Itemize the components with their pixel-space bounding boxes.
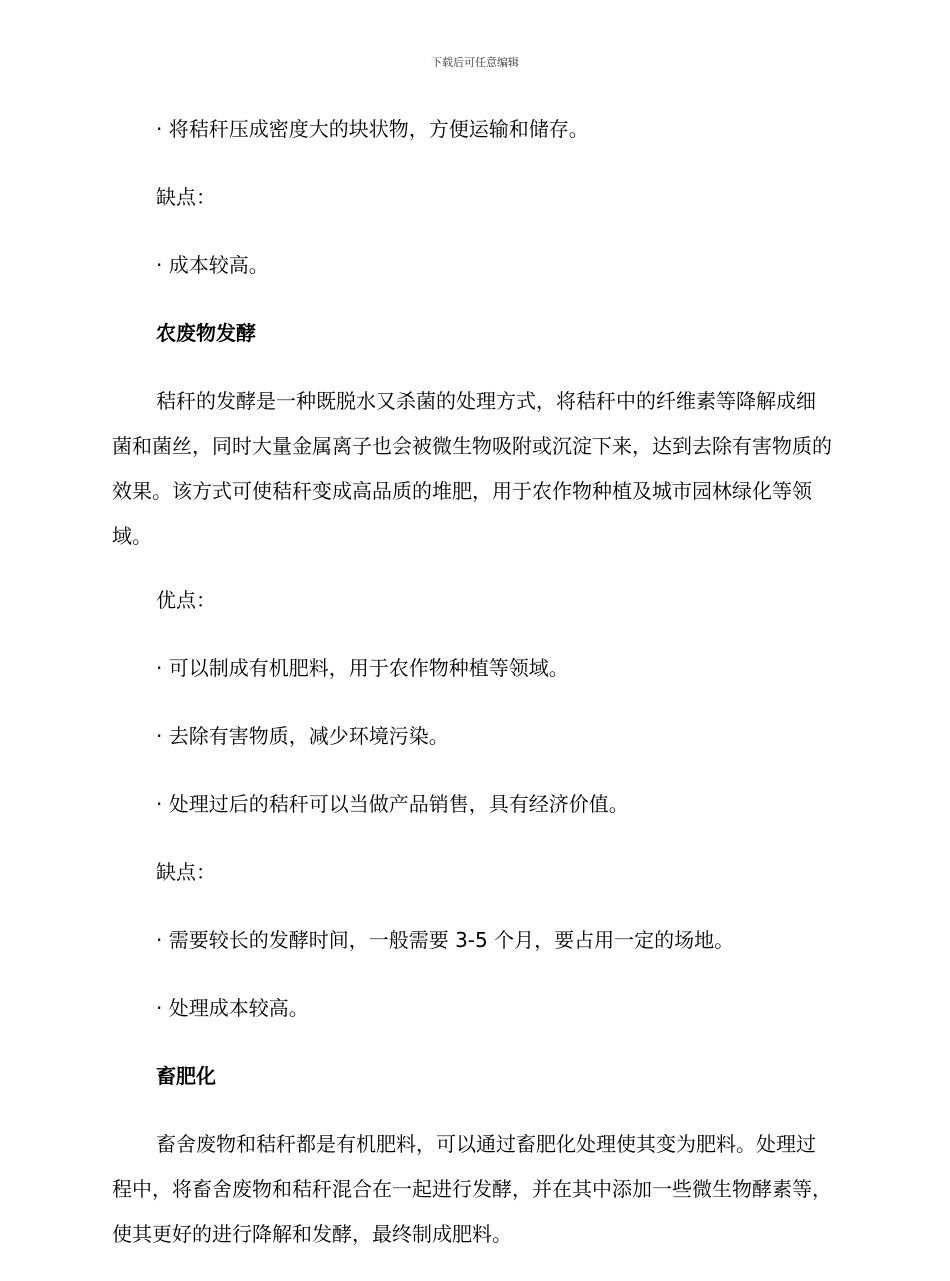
bullet-item: · 处理成本较高。 (156, 996, 309, 1020)
section-label-disadvantages: 缺点： (156, 185, 216, 209)
document-body (112, 112, 832, 1281)
section-heading: 畜肥化 (156, 1064, 216, 1088)
body-paragraph: 畜舍废物和秸秆都是有机肥料，可以通过畜肥化处理使其变为肥料。处理过程中，将畜舍废物和秸秆混合在一起进行发酵，并在其中添加一些微生物酵素等，使其更好的进行降解和发酵，最终制成肥料。 (112, 1132, 832, 1246)
bullet-item: · 可以制成有机肥料，用于农作物种植等领域。 (156, 656, 569, 680)
body-paragraph: 秸秆的发酵是一种既脱水又杀菌的处理方式，将秸秆中的纤维素等降解成细菌和菌丝，同时大量金属离子也会被微生物吸附或沉淀下来，达到去除有害物质的效果。该方式可使秸秆变成高品质的堆肥，用于农作物种植及城市园林绿化等领域。 (112, 389, 832, 548)
section-label-advantages: 优点： (156, 588, 216, 612)
bullet-item: · 将秸秆压成密度大的块状物，方便运输和储存。 (156, 117, 589, 141)
bullet-item: · 成本较高。 (156, 253, 269, 277)
bullet-item: · 去除有害物质，减少环境污染。 (156, 724, 449, 748)
section-heading: 农废物发酵 (156, 321, 256, 345)
section-label-disadvantages: 缺点： (156, 860, 216, 884)
bullet-item: · 需要较长的发酵时间，一般需要 3-5 个月，要占用一定的场地。 (156, 928, 735, 952)
page-header: 下载后可任意编辑 (431, 56, 519, 69)
bullet-item: · 处理过后的秸秆可以当做产品销售，具有经济价值。 (156, 792, 629, 816)
